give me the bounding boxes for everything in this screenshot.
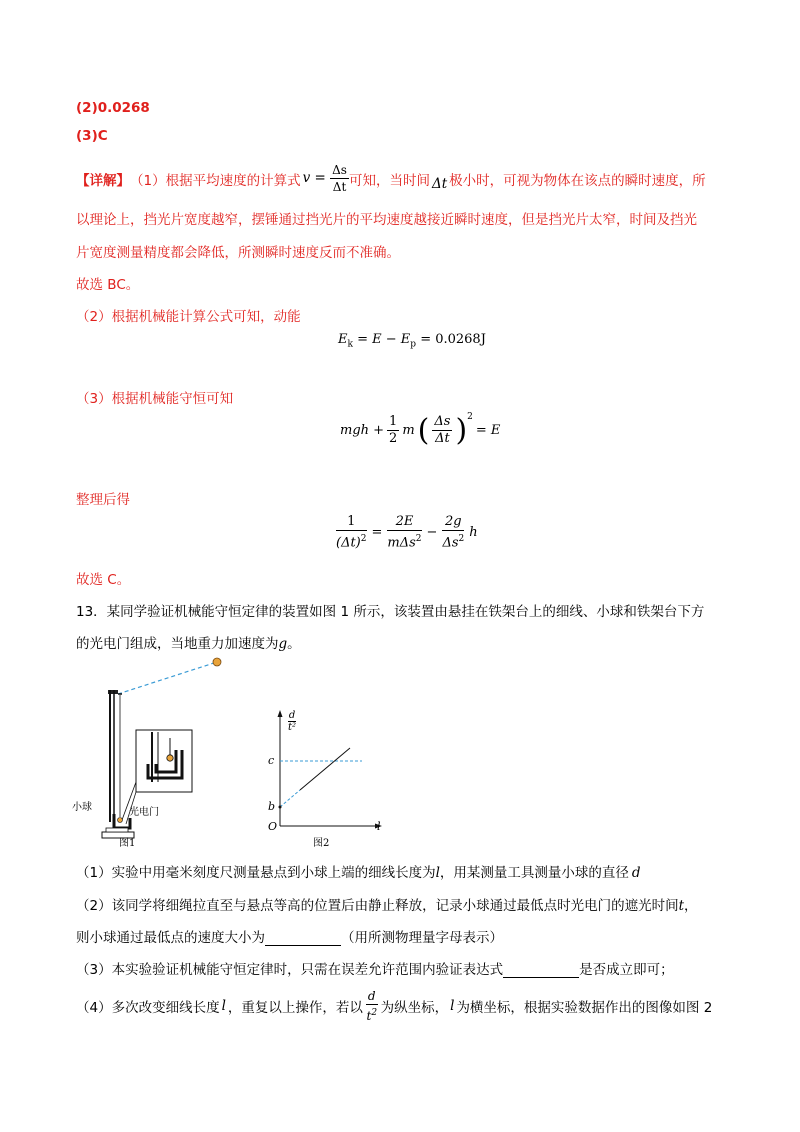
choose-c: 故选 C。 — [76, 572, 131, 588]
formula-den: Δt — [332, 180, 347, 194]
delta-t-inline: Δt — [431, 175, 448, 192]
eq2-half-num: 1 — [389, 414, 398, 429]
eq2-ds-dt — [432, 414, 452, 447]
eq3-den2-wrap — [387, 531, 421, 551]
eq3-term3 — [442, 514, 464, 551]
equation-energy — [340, 411, 501, 448]
q2-line2-a: 则小球通过最低点的速度大小为 — [76, 930, 265, 946]
eq3-den2: mΔs — [387, 535, 416, 551]
q4-frac-num: d — [367, 989, 376, 1003]
q2-b: ， — [684, 898, 698, 914]
detail-line-3: 片宽度测量精度都会降低，所测瞬时速度反而不准确。 — [76, 245, 400, 261]
q4-frac-den-wrap — [366, 1005, 378, 1024]
q13-g: g — [278, 636, 288, 652]
eq1-sub-p: p — [410, 339, 417, 350]
detail-p2: （2）根据机械能计算公式可知，动能 — [76, 309, 301, 325]
q13-sub4 — [76, 988, 712, 1024]
pendulum-dashed-line — [118, 662, 217, 694]
fig2-tick-c: c — [268, 754, 275, 767]
q13-line2-b: 。 — [287, 636, 301, 652]
fig2-caption: 图2 — [313, 838, 330, 849]
b-point — [279, 806, 282, 809]
rearrange-label: 整理后得 — [76, 492, 130, 508]
answer-3: (3)C — [76, 128, 108, 144]
eq1-value: = 0.0268J — [420, 332, 486, 347]
fig2-x-label: l — [377, 820, 381, 833]
q13-line1: 13．某同学验证机械能守恒定律的装置如图 1 所示，该装置由悬挂在铁架台上的细线、小球和铁架台下方 — [76, 604, 705, 620]
q13-line2 — [76, 632, 301, 652]
stand-base-top — [106, 828, 128, 832]
detail-line-2: 以理论上，挡光片宽度越窄，摆锤通过挡光片的平均速度越接近瞬时速度，但是挡光片太窄，时间及挡光 — [76, 212, 697, 228]
detail-p1-before: （1）根据平均速度的计算式 — [130, 172, 301, 189]
fig2-tick-b: b — [268, 800, 276, 813]
answer-blank-velocity[interactable] — [265, 933, 341, 946]
formula-num: Δs — [332, 163, 347, 177]
choose-bc: 故选 BC。 — [76, 277, 140, 293]
inset-ball — [167, 755, 173, 761]
fig2-y-label — [288, 710, 296, 733]
eq3-den3-wrap — [442, 531, 464, 551]
q2-a: （2）该同学将细绳拉直至与悬点等高的位置后由静止释放，记录小球通过最低点时光电门的遮光时间 — [76, 898, 679, 914]
q3-b: 是否成立即可； — [579, 962, 674, 978]
q3-a: （3）本实验验证机械能守恒定律时，只需在误差允许范围内验证表达式 — [76, 962, 504, 978]
q4-l2: l — [450, 998, 455, 1014]
q13-line2-a: 的光电门组成，当地重力加速度为 — [76, 636, 279, 652]
eq3-den1-sq: 2 — [360, 534, 367, 544]
eq3-den1-wrap — [336, 531, 367, 551]
eq1-sub-k: k — [347, 339, 353, 350]
detail-line-1 — [76, 162, 706, 195]
eq3-term2 — [387, 514, 421, 551]
formula-v — [303, 162, 349, 195]
answer-2: (2)0.0268 — [76, 100, 150, 116]
q4-frac-sq: 2 — [371, 1008, 378, 1018]
fig2-y-den: t² — [288, 722, 297, 733]
q13-sub3 — [76, 958, 674, 978]
eq2-ds: Δs — [434, 414, 451, 429]
q1-b: ，用某测量工具测量小球的直径 — [439, 865, 629, 881]
eq1-e: E — [338, 332, 348, 347]
y-axis-arrow — [278, 710, 283, 717]
equation-ek — [338, 332, 486, 350]
eq3-den3-sq: 2 — [458, 534, 465, 544]
data-line — [300, 748, 350, 790]
eq3-num2: 2E — [387, 514, 421, 531]
eq2-half-den: 2 — [389, 431, 398, 446]
eq3-den3: Δs — [442, 535, 459, 551]
eq3-num1: 1 — [336, 514, 367, 531]
detail-p1-after: 极小时，可视为物体在该点的瞬时速度，所 — [449, 172, 706, 189]
q1-a: （1）实验中用毫米刻度尺测量悬点到小球上端的细线长度为 — [76, 865, 436, 881]
answer-blank-expression[interactable] — [503, 965, 579, 978]
fig1-caption: 图1 — [119, 838, 136, 849]
eq1-rest: = E − E — [357, 332, 411, 347]
formula-v-frac — [330, 162, 349, 195]
q2-t: t — [678, 898, 685, 914]
eq2-square: 2 — [467, 411, 473, 422]
eq3-den1: (Δt) — [336, 535, 361, 551]
q2-line2-b: （用所测物理量字母表示） — [341, 930, 503, 946]
fig2-y-num: d — [288, 710, 296, 721]
label-ball: 小球 — [72, 802, 92, 813]
eq2-paren-right: ) — [455, 412, 468, 448]
eq2-right: = E — [475, 423, 501, 438]
figure-2 — [260, 708, 390, 848]
ball-lowest — [118, 818, 123, 823]
q13-sub1 — [76, 861, 641, 881]
eq2-dt: Δt — [435, 431, 450, 446]
label-photogate: 光电门 — [129, 807, 159, 818]
eq3-h: h — [469, 525, 478, 541]
fig2-origin: O — [268, 820, 278, 833]
detail-p3: （3）根据机械能守恒可知 — [76, 391, 234, 407]
eq2-half — [387, 414, 399, 447]
extrapolation-dashed — [280, 790, 300, 807]
q4-d: 为横坐标，根据实验数据作出的图像如图 2 — [456, 1000, 713, 1016]
eq3-equals: = — [371, 525, 383, 541]
equation-result — [336, 514, 478, 551]
q4-l: l — [221, 998, 226, 1014]
q13-sub2-line2 — [76, 926, 503, 946]
eq2-left: mgh + — [340, 423, 385, 438]
detail-tag: 【详解】 — [76, 172, 130, 189]
eq3-num3: 2g — [442, 514, 464, 531]
q4-frac-den: t — [366, 1009, 372, 1023]
figure-1 — [96, 652, 236, 852]
q13-sub2 — [76, 894, 698, 914]
q1-l: l — [435, 865, 440, 881]
ball-released — [213, 658, 221, 666]
eq2-paren-left: ( — [417, 412, 430, 448]
eq2-m: m — [402, 423, 415, 438]
eq3-term1 — [336, 514, 367, 551]
formula-v-label: v = — [302, 170, 326, 186]
detail-p1-mid: 可知，当时间 — [348, 172, 430, 189]
q4-frac — [366, 988, 378, 1024]
eq3-minus: − — [426, 525, 438, 541]
eq3-den2-sq: 2 — [415, 534, 422, 544]
inset-box — [136, 730, 192, 792]
q4-a: （4）多次改变细线长度 — [76, 1000, 220, 1016]
q4-c: 为纵坐标， — [380, 1000, 449, 1016]
q1-d: d — [631, 865, 641, 881]
q4-b: ，重复以上操作，若以 — [227, 1000, 363, 1016]
